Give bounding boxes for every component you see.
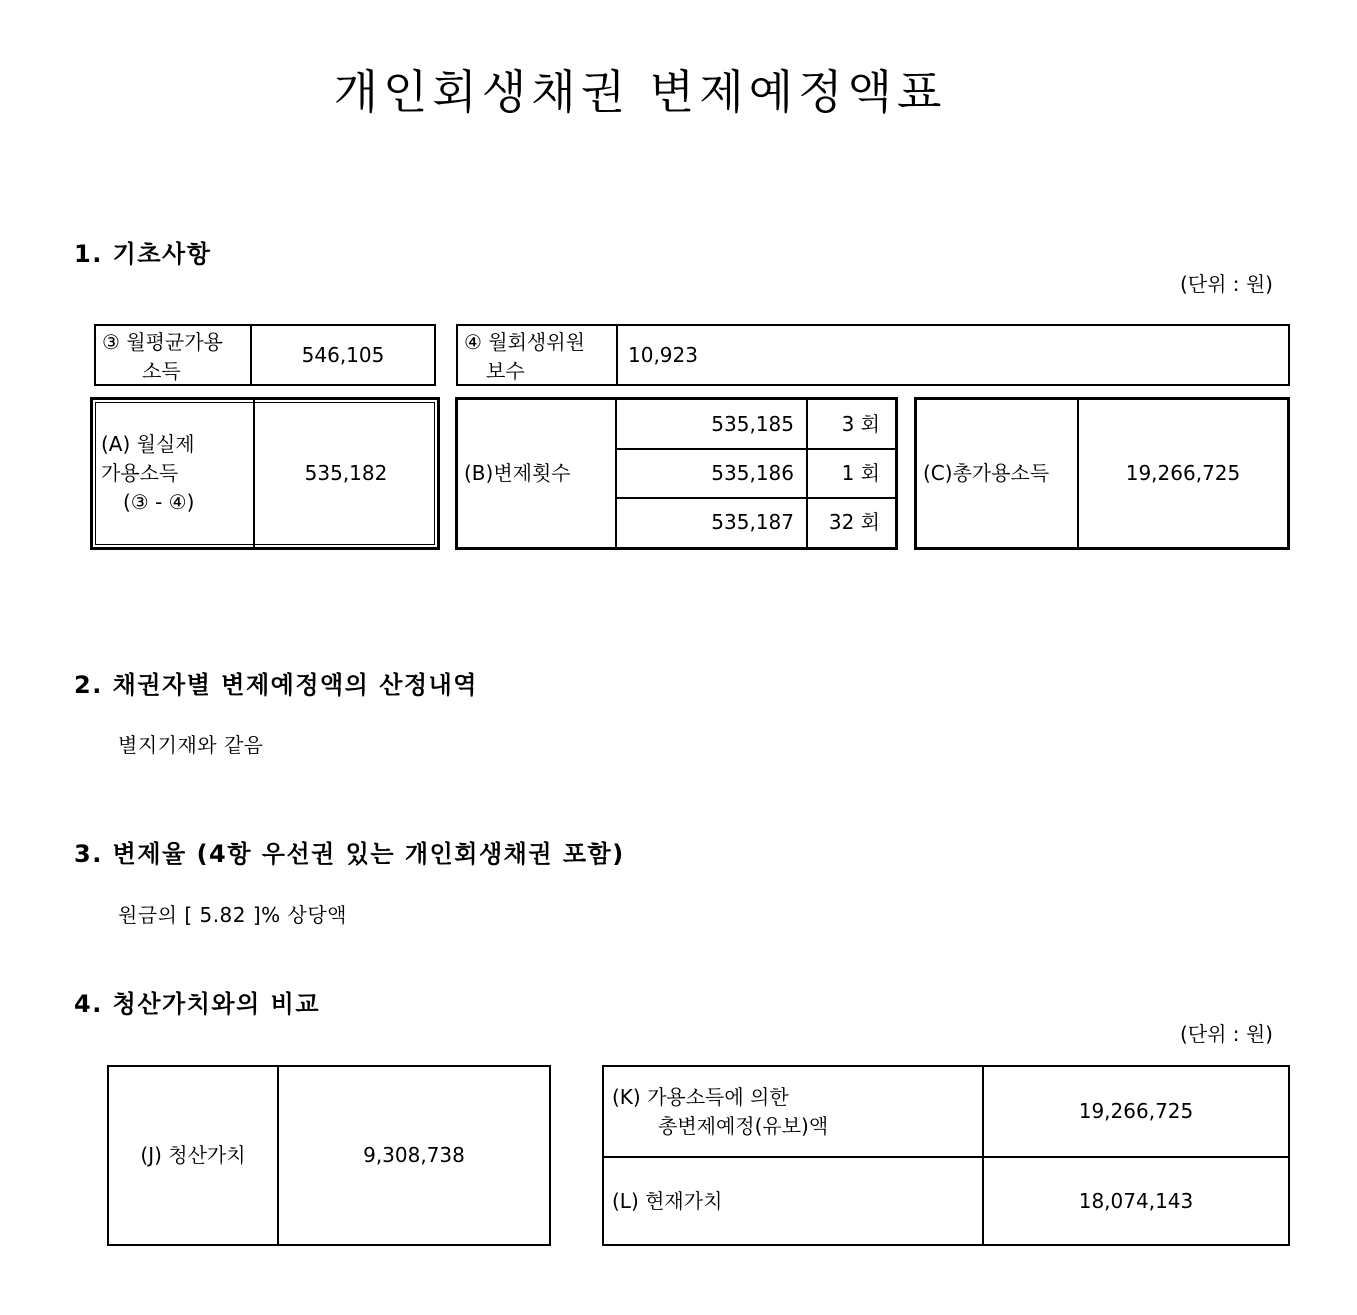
- section-4-heading: 4. 청산가치와의 비교: [74, 990, 320, 1018]
- income-table: [94, 324, 436, 386]
- b-row-1-amount: 535,185: [711, 411, 794, 436]
- b-label: (B)변제횟수: [464, 461, 571, 485]
- fee-table: [456, 324, 1290, 386]
- liquidation-value-table: [107, 1065, 551, 1246]
- b-row-2-count: 1 회: [841, 460, 880, 485]
- section-2-heading: 2. 채권자별 변제예정액의 산정내역: [74, 671, 478, 699]
- c-label: (C)총가용소득: [923, 461, 1050, 485]
- income-label-line1: ③ 월평균가용: [102, 330, 223, 354]
- section-2-text: 별지기재와 같음: [118, 733, 264, 757]
- income-value: 546,105: [301, 342, 385, 367]
- section-4-unit: (단위 : 원): [1179, 1022, 1273, 1046]
- l-value: 18,074,143: [1078, 1188, 1194, 1213]
- b-row-2-amount: 535,186: [711, 460, 794, 485]
- fee-value: 10,923: [628, 342, 698, 367]
- b-row-3-amount: 535,187: [711, 510, 794, 534]
- repayment-count-table: [455, 397, 898, 550]
- monthly-income-table: [90, 397, 440, 550]
- fee-label-line2: 보수: [486, 359, 525, 383]
- a-label-line3: (③ - ④): [123, 490, 195, 514]
- a-value: 535,182: [304, 461, 388, 485]
- section-1-unit: (단위 : 원): [1179, 272, 1273, 296]
- k-label-line2: 총변제예정(유보)액: [658, 1114, 829, 1138]
- section-3-heading: 3. 변제율 (4항 우선권 있는 개인회생채권 포함): [74, 840, 625, 868]
- a-label-line2: 가용소득: [101, 461, 179, 485]
- a-label-line1: (A) 월실제: [101, 432, 195, 456]
- k-label-line1: (K) 가용소득에 의한: [612, 1085, 789, 1109]
- total-income-table: [914, 397, 1290, 550]
- repayment-comparison-table: [602, 1065, 1290, 1246]
- b-row-1-count: 3 회: [841, 411, 880, 436]
- page-title: 개인회생채권 변제예정액표: [333, 65, 947, 119]
- section-1-heading: 1. 기초사항: [74, 240, 212, 268]
- c-value: 19,266,725: [1125, 461, 1241, 485]
- income-label-line2: 소득: [142, 359, 181, 383]
- l-label: (L) 현재가치: [612, 1188, 723, 1213]
- j-value: 9,308,738: [363, 1143, 465, 1167]
- fee-label-line1: ④ 월회생위원: [464, 330, 585, 354]
- section-3-text: 원금의 [ 5.82 ]% 상당액: [118, 903, 347, 927]
- b-row-3-count: 32 회: [828, 510, 880, 534]
- k-value: 19,266,725: [1078, 1099, 1194, 1123]
- j-label: (J) 청산가치: [140, 1143, 246, 1167]
